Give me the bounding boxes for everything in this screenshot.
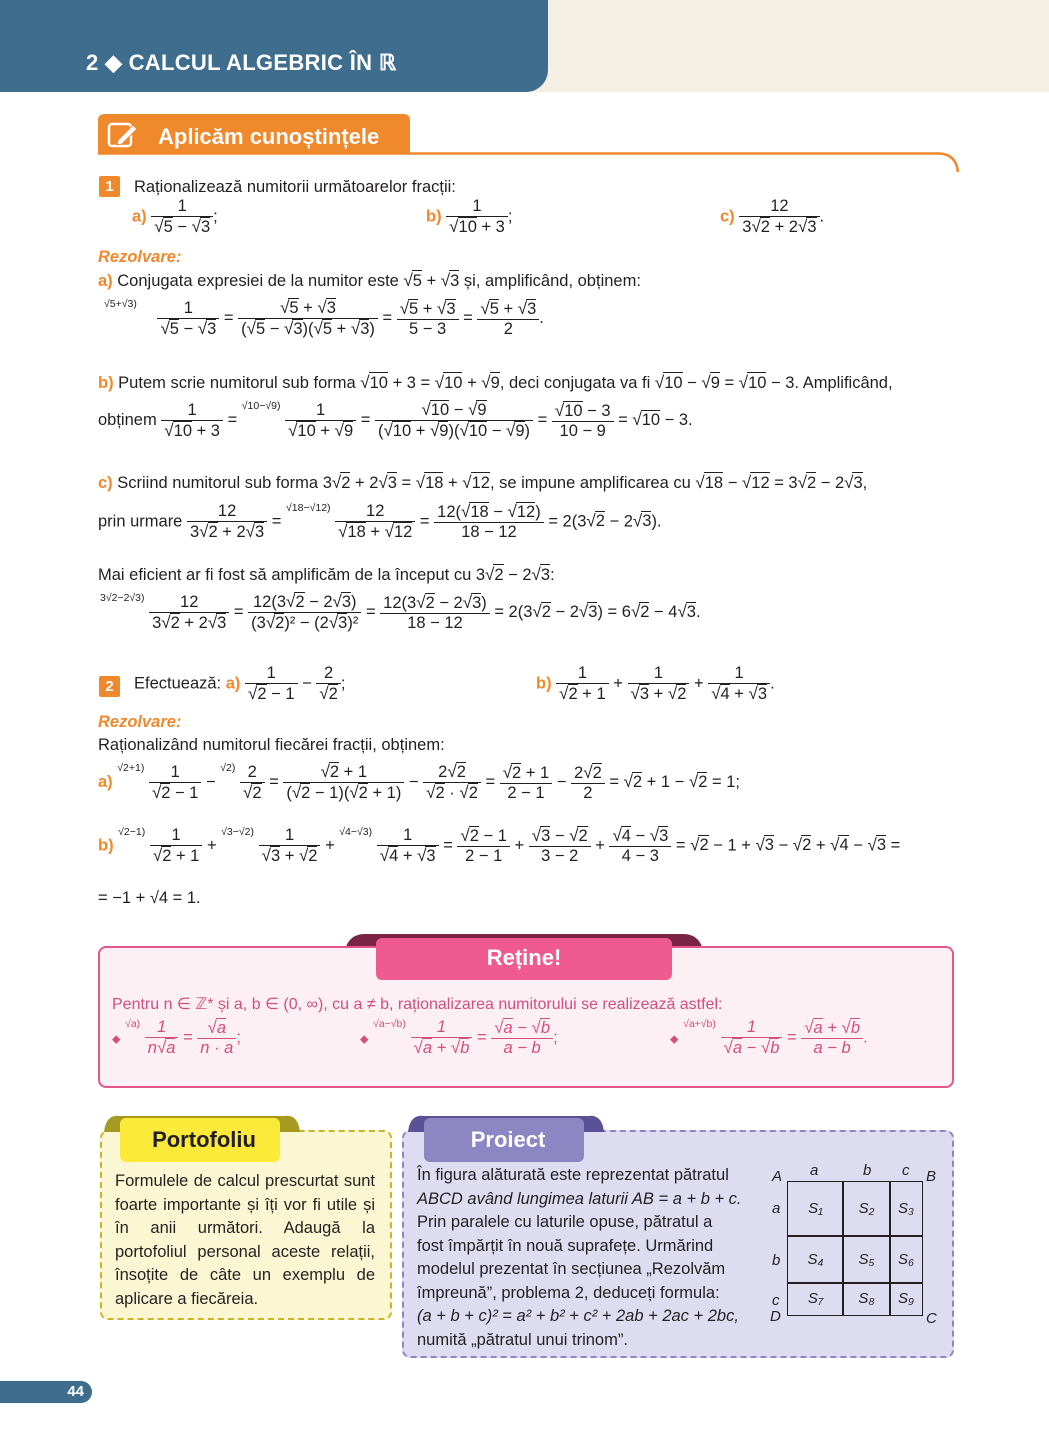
ex1-b-solution-text: b) Putem scrie numitorul sub forma √10 + 3 = √10 + √9, deci conjugata va fi √10 − √9 = √10 − 3. Amplificând,: [98, 373, 893, 392]
trinom-square-figure: [770, 1162, 940, 1332]
rezolvare-label-2: Rezolvare:: [98, 713, 182, 731]
corner-d-label: D: [770, 1308, 781, 1325]
cell-s7: S₇: [787, 1282, 844, 1316]
ex1-b-fraction: b) $\frac{1}{√10 + 3}$ ;: [426, 197, 513, 236]
retine-formula-2: ◆ $^{√a-√b)}$ $\frac{1}{√a + √b}$ = $\frac{√a - √b}{a - b}$ ;: [360, 1018, 558, 1057]
corner-c-label: C: [926, 1310, 937, 1327]
corner-b-label: B: [926, 1168, 937, 1185]
retine-title: Reține!: [486, 945, 562, 970]
exercise-number-2: 2: [99, 676, 120, 697]
cell-s8: S₈: [842, 1282, 891, 1316]
top-label-a: a: [810, 1162, 819, 1179]
ex1-eficient-computation: $^{3√2-2√3)}$ $\frac{12}{3√2 + 2√3}$ = $\frac{12(3√2 - 2√3)}{\text{(3√2)² − (2√3)²}}$ = $\frac{12(3√2 - 2√3)}{18 - 12}$ = 2(3√2 − 2√3) = 6√2 − 4√3.: [100, 592, 701, 632]
ex1-a-fraction: a) $\frac{1}{√5 - √3}$ ;: [132, 197, 218, 236]
proiect-text: În figura alăturată este reprezentat pătratul ABCD având lungimea laturii AB = a + b + c. Prin paralele cu laturile opuse, pătratul a fost împărțit în nouă suprafețe. Urmărind modelul prezentat în secțiunea „Rezolvăm împreună”, problema 2, deduceți formula: (a + b + c)² = a² + b² + c² + 2ab + 2ac + 2bc, numită „pătratul unui trinom”.: [417, 1166, 742, 1349]
proiect-title: Proiect: [470, 1127, 546, 1152]
ex2-b-statement: b) $\frac{1}{√2 + 1}$ + $\frac{1}{√3 + √2}$ + $\frac{1}{√4 + √3}$ .: [536, 664, 775, 703]
chapter-title: 2 ◆ CALCUL ALGEBRIC ÎN ℝ: [86, 50, 397, 75]
exercise-number-1: 1: [99, 176, 120, 197]
retine-formula-3: ◆ $^{√a+√b)}$ $\frac{1}{√a - √b}$ = $\frac{√a + √b}{a - b}$ .: [670, 1018, 868, 1057]
cell-s4: S₄: [787, 1235, 844, 1284]
section-underline: [98, 152, 960, 174]
ex1-eficient-text: Mai eficient ar fi fost să amplificăm de la început cu 3√2 − 2√3:: [98, 565, 555, 584]
exercise-1-statement: Raționalizează numitorii următoarelor fracții:: [134, 178, 456, 196]
cell-s6: S₆: [889, 1235, 923, 1284]
header-tab: [0, 0, 548, 92]
section-title: Aplicăm cunoștințele: [158, 124, 380, 149]
rezolvare-label-1: Rezolvare:: [98, 248, 182, 266]
ex2-solution-text: Raționalizând numitorul fiecărei fracții, obținem:: [98, 736, 445, 754]
cell-s9: S₉: [889, 1282, 923, 1316]
side-label-b: b: [772, 1252, 781, 1269]
ex2-a-statement: Efectuează: a) $\frac{1}{√2 - 1}$ − $\frac{2}{√2}$ ;: [134, 664, 346, 703]
cell-s1: S₁: [787, 1181, 844, 1237]
cell-s3: S₃: [889, 1181, 923, 1237]
ex1-a-computation: $^{√5+√3)}$ $\frac{1}{√5 - √3}$ = $\frac{√5 + √3}{(√5 - √3)(√5 + √3)}$ = $\frac{√5 + √3}{5 - 3}$ = $\frac{√5 + √3}{2}$ .: [104, 298, 544, 338]
retine-text: Pentru n ∈ ℤ* și a, b ∈ (0, ∞), cu a ≠ b, raționalizarea numitorului se realizează astfel:: [112, 996, 723, 1013]
side-label-c: c: [772, 1292, 780, 1309]
portofoliu-text: Formulele de calcul prescurtat sunt foarte importante și îți vor fi utile și în anii următori. Adaugă la portofoliul personal aceste relații, însoțite de câte un exemplu de aplicare a fiecăreia.: [115, 1172, 375, 1308]
side-label-a: a: [772, 1200, 781, 1217]
top-label-b: b: [863, 1162, 872, 1179]
ex1-c-computation: prin urmare $\frac{12}{3√2 + 2√3}$ = $^{√18-√12)}$ $\frac{12}{√18 + √12}$ = $\frac{12(√18 - √12)}{18 - 12}$ = 2(3√2 − 2√3).: [98, 502, 662, 541]
ex1-c-fraction: c) $\frac{12}{3√2 + 2√3}$ .: [720, 197, 825, 236]
cell-s2: S₂: [842, 1181, 891, 1237]
page-number: 44: [67, 1383, 84, 1400]
ex1-a-solution-text: a) Conjugata expresiei de la numitor este √5 + √3 și, amplificând, obținem:: [98, 271, 641, 290]
page-number-tab: [0, 1381, 92, 1403]
ex2-final-result: = −1 + √4 = 1.: [98, 889, 201, 907]
ex1-c-solution-text: c) Scriind numitorul sub forma 3√2 + 2√3 = √18 + √12, se impune amplificarea cu √18 − √12 = 3√2 − 2√3,: [98, 473, 868, 492]
ex2-b-computation: b) $^{√2-1)}$ $\frac{1}{√2 + 1}$ + $^{√3-√2)}$ $\frac{1}{√3 + √2}$ + $^{√4-√3)}$ $\frac{1}{√4 + √3}$ = $\frac{√2 - 1}{2 - 1}$ + $\frac{√3 - √2}{3 - 2}$ + $\frac{√4 - √3}{4 - 3}$ = √2 − 1 + √3 − √2 + √4 − √3 =: [98, 826, 901, 865]
ex1-b-computation: obținem $\frac{1}{√10 + 3}$ = $^{√10-√9)}$ $\frac{1}{√10 + √9}$ = $\frac{√10 - √9}{(√10 + √9)(√10 - √9)}$ = $\frac{√10 - 3}{10 - 9}$ = √10 − 3.: [98, 400, 693, 440]
top-label-c: c: [902, 1162, 910, 1179]
portofoliu-title: Portofoliu: [152, 1127, 256, 1152]
cell-s5: S₅: [842, 1235, 891, 1284]
ex2-a-computation: a) $^{√2+1)}$ $\frac{1}{√2 - 1}$ − $^{√2)}$ $\frac{2}{√2}$ = $\frac{√2 + 1}{(√2 - 1)(√2 + 1)}$ − $\frac{2√2}{√2 \cdot √2}$ = $\frac{√2 + 1}{2 - 1}$ − $\frac{2√2}{2}$ = √2 + 1 − √2 = 1;: [98, 762, 740, 802]
corner-a-label: A: [772, 1168, 783, 1185]
retine-formula-1: ◆ $^{√a)}$ $\frac{1}{n√a}$ = $\frac{√a}{n \cdot a}$ ;: [112, 1018, 241, 1057]
pencil-note-icon: [106, 118, 140, 152]
